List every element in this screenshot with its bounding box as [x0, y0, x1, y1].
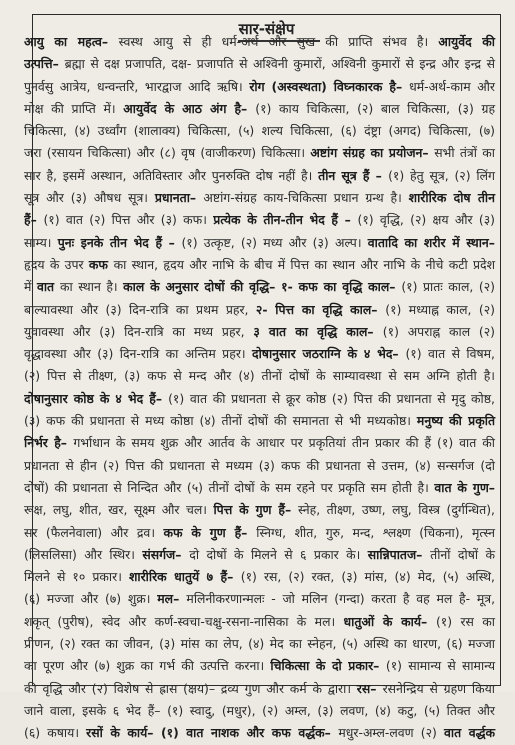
text-run: अष्टांग-संग्रह काय-चिकित्सा प्रधान ग्रन्थ है। [203, 190, 409, 206]
text-run: का स्थान, हृदय और नाभि के बीच में पित्त का स्थान और नाभि के नीचे कटी प्रदेश [113, 256, 495, 272]
text-line [24, 410, 499, 432]
bold-heading-run: निर्भर है– [24, 435, 74, 451]
text-line [24, 388, 499, 410]
text-run: स्वस्थ आयु से ही धर्म-अर्थ और सुख की प्राप्ति संभव है। [118, 34, 439, 49]
text-run: दो दोषों के मिलने से ६ प्रकार के। [189, 546, 368, 562]
bold-heading-run: पुनः इनके तीन भेद हैं – [57, 234, 182, 250]
text-line [24, 53, 499, 75]
bold-heading-run: चिकित्सा के दो प्रकार– [270, 658, 386, 674]
text-run: प्रीणन, (२) रक्त का जीवन, (३) मांस का लेप, (४) मेद का स्नेहन, (५) अस्थि का धारण, (६) मज्जा [24, 636, 495, 652]
text-run: साम्य। [24, 234, 58, 250]
text-run: (१) वात की प्रधानता से क्रूर कोष्ठ (२) पित्त की प्रधानता से मृदु कोष्ठ, [168, 390, 495, 406]
bold-heading-run: ३ वात का वृद्धि काल– [253, 323, 383, 339]
bold-heading-run: प्रत्येक के तीन-तीन भेद हैं – [213, 212, 358, 228]
text-line [24, 633, 499, 655]
bold-heading-run: शारीरिक धातुयें ७ हैं– [128, 569, 241, 585]
text-run: (१) रस, (२) रक्त, (३) मांस, (४) मेद, (५) अस्थि, [240, 569, 496, 585]
text-run: युवावस्था और (३) दिन-रात्रि का मध्य प्रहर, [24, 323, 254, 339]
bold-heading-run: २- पित्त का वृद्धि काल– [255, 301, 386, 317]
text-line [24, 343, 499, 365]
summary-text [24, 31, 499, 745]
bold-heading-run: काल के अनुसार दोषों की वृद्धि– १- कफ का वृद्धि काल– [123, 279, 402, 295]
text-run: स्नेह, तीक्ष्ण, उष्ण, लघु, विस्त्र (दुर्गन्धित), [298, 502, 495, 518]
text-line [24, 700, 499, 722]
text-run: पुनर्वसु आत्रेय, धन्वन्तरि, भारद्वाज आदि ऋषि। [24, 78, 250, 94]
bold-heading-run: शारीरिक दोष तीन [408, 190, 495, 206]
text-run: सूत्र और (३) औषध सूत्र। [24, 190, 155, 206]
bold-heading-run: आयुर्वेद के आठ अंग है– [123, 100, 256, 116]
bold-heading-run: धातुओं के कार्य– [343, 613, 436, 629]
bold-heading-run: सान्निपातज– [367, 546, 431, 562]
text-line [24, 678, 499, 700]
bold-heading-run: तीन सूत्र हैं – [318, 167, 389, 183]
bold-heading-run: अष्टांग संग्रह का प्रयोजन– [310, 145, 435, 161]
text-run: तीनों दोषों के [430, 546, 496, 562]
text-run: रसनेन्द्रिय से ग्रहण किया [382, 680, 496, 696]
text-run: दोषों) की प्रधानता से निन्दित और (५) तीनों दोषों के सम रहने पर प्रकृति सम होती है। [24, 479, 435, 495]
text-line [24, 254, 499, 276]
text-run: (१) वात से विषम, [405, 346, 495, 362]
text-line [24, 98, 499, 120]
text-run: मलिनीकरणान्मलः - जो मलिन (गन्दा) करता है वह मल है- मूत्र, [186, 591, 496, 607]
text-run: वृद्धावस्था और (३) दिन-रात्रि का अन्तिम प्रहर। [24, 346, 253, 362]
bold-heading-run: आयु का महत्व– [24, 34, 119, 49]
bold-heading-run: रोग (अस्वस्थता) विघ्नकारक है– [249, 78, 410, 94]
text-line [24, 321, 499, 343]
bold-heading-run: कफ [88, 256, 114, 272]
bold-heading-run: आयुर्वेद की [438, 34, 495, 49]
bold-heading-run: दोषानुसार कोष्ठ के ४ भेद हैं– [24, 390, 169, 406]
text-line [24, 276, 499, 298]
bold-heading-run: हैं– [24, 212, 44, 228]
text-run: (१) रस का [435, 613, 495, 629]
text-line [24, 299, 499, 321]
text-line [24, 165, 499, 187]
text-line [24, 655, 499, 677]
text-run: (१) उत्कृष्ट, (२) मध्य और (३) अल्प। [181, 234, 368, 250]
text-run: जाने वाला, इसके ६ भेद हैं– (१) स्वादु, (मधुर), (२) अम्ल, (३) लवण, (४) कटु, (५) तिक्त और [24, 702, 495, 718]
text-run: (१) सामान्य से सामान्य [385, 658, 496, 674]
text-run: मिलने से १० प्रकार। [24, 569, 129, 585]
text-line [24, 588, 499, 610]
text-line [24, 455, 499, 477]
bold-heading-run: वात वर्द्धक [444, 725, 495, 741]
text-line [24, 499, 499, 521]
text-run: (६) कषाय। [24, 725, 87, 741]
text-line [24, 76, 499, 98]
bold-heading-run: कफ के गुण हैं– [163, 524, 257, 540]
bold-heading-run: पित्त के गुण हैं– [213, 502, 299, 518]
bold-heading-run: दोषानुसार जठराग्नि के ४ भेद– [252, 346, 406, 362]
text-run: का पूरण और (७) शुक्र का गर्भ की उत्पत्ति करना। [24, 658, 271, 674]
text-line [24, 544, 499, 566]
text-run: (३) कफ की प्रधानता से मध्य कोष्ठा (४) तीनों दोषों की समानता से भी मध्यकोष्ठ। [24, 413, 417, 429]
text-run: प्रधानता से हीन (२) पित्त की प्रधानता से मध्यम (३) कफ की प्रधानता से उत्तम, (४) सन्सर्गज (दो [24, 457, 495, 473]
text-run: (१) मध्याह्न काल, (२) [385, 301, 495, 317]
bold-heading-run: मल– [157, 591, 187, 607]
text-run: (१) प्रातः काल, (२) [401, 279, 495, 295]
text-line [24, 722, 499, 744]
text-line [24, 120, 499, 142]
bold-heading-run: रस– [356, 680, 383, 696]
bold-heading-run: वात के गुण– [434, 479, 495, 495]
text-run: मधुर-अम्ल-लवण (२) [338, 725, 445, 741]
text-line [24, 187, 499, 209]
text-run: सार है, इसमें अस्थान, अतिविस्तार और पुनरुक्ति दोष नहीं है। [24, 167, 319, 183]
section-title: सार-संक्षेप [238, 20, 295, 38]
text-line [24, 611, 499, 633]
text-line [24, 432, 499, 454]
text-run: ब्रह्मा से दक्ष प्रजापति, दक्ष- प्रजापति से अश्विनी कुमारों, अश्विनी कुमारों से इन्द्र और इन्द्र से [64, 56, 495, 72]
text-line [24, 232, 499, 254]
text-run: की वृद्धि और (२) विशेष से ह्रास (क्षय)– द्रव्य गुण और कर्म के द्वारा। [24, 680, 357, 696]
text-line [24, 566, 499, 588]
text-line [24, 522, 499, 544]
bold-heading-run: उत्पत्ति– [24, 56, 65, 72]
text-run: शकृत् (पुरीष), स्वेद और कर्ण-स्वचा-चक्षु-रसना-नासिका के मल। [24, 613, 344, 629]
text-run: सर (फैलनेवाला) और द्रव। [24, 524, 164, 540]
bold-heading-run: वात [36, 279, 60, 295]
text-run: हृदय के उपर [24, 256, 89, 272]
text-run: (लिसलिसा) और स्थिर। [24, 546, 143, 562]
text-run: (१) वृद्धि, (२) क्षय और (३) [357, 212, 495, 228]
text-line [24, 365, 499, 387]
text-run: गर्भाधान के समय शुक्र और आर्तव के आधार पर प्रकृतियां तीन प्रकार की हैं (१) वात की [73, 435, 495, 451]
text-run: जरा (रसायन चिकित्सा) और (८) वृष (वाजीकरण) चिकित्सा। [24, 145, 311, 161]
text-run: में [24, 279, 37, 295]
text-run: स्निग्ध, शीत, गुरु, मन्द, श्लक्ष्ण (चिकना), मृत्स्न [256, 524, 495, 540]
text-run: का स्थान है। [60, 279, 124, 295]
bold-heading-run: मनुष्य की प्रकृति [416, 413, 496, 429]
text-run: मोक्ष की प्राप्ति में। [24, 100, 124, 116]
text-run: (२) पित्त से तीक्ष्ण, (३) कफ से मन्द और (४) तीनों दोषों के साम्यावस्था से सम अग्नि होती है। [24, 368, 495, 384]
text-run: (१) काय चिकित्सा, (२) बाल चिकित्सा, (३) ग्रह [255, 100, 496, 116]
text-run: (१) वात (२) पित्त और (३) कफ। [43, 212, 214, 228]
text-line [24, 209, 499, 231]
text-run: धर्म-अर्थ-काम और [409, 78, 495, 94]
text-line [24, 477, 499, 499]
bold-heading-run: संसर्गज– [142, 546, 190, 562]
bold-heading-run: प्रधानता– [154, 190, 204, 206]
text-run: चिकित्सा, (४) उर्ध्वांग (शालाक्य) चिकित्सा, (५) शल्य चिकित्सा, (६) दंष्ट्रा (अगद) चिकित्सा, (७) [24, 123, 495, 139]
bold-heading-run: रसों के कार्य– (१) वात नाशक और कफ वर्द्धक– [86, 725, 339, 741]
text-line [24, 142, 499, 164]
text-run: (१) हेतु सूत्र, (२) लिंग [388, 167, 495, 183]
text-run: सभी तंत्रों का [434, 145, 495, 161]
text-run: (६) मज्जा और (७) शुक्र। [24, 591, 158, 607]
text-run: (१) अपराह्न काल (२) [382, 323, 495, 339]
text-line [24, 31, 499, 53]
text-run: बाल्यावस्था और (३) दिन-रात्रि का प्रथम प्रहर, [24, 301, 256, 317]
bold-heading-run: वातादि का शरीर में स्थान– [367, 234, 495, 250]
text-run: रूक्ष, लघु, शीत, खर, सूक्ष्म और चल। [24, 502, 214, 518]
